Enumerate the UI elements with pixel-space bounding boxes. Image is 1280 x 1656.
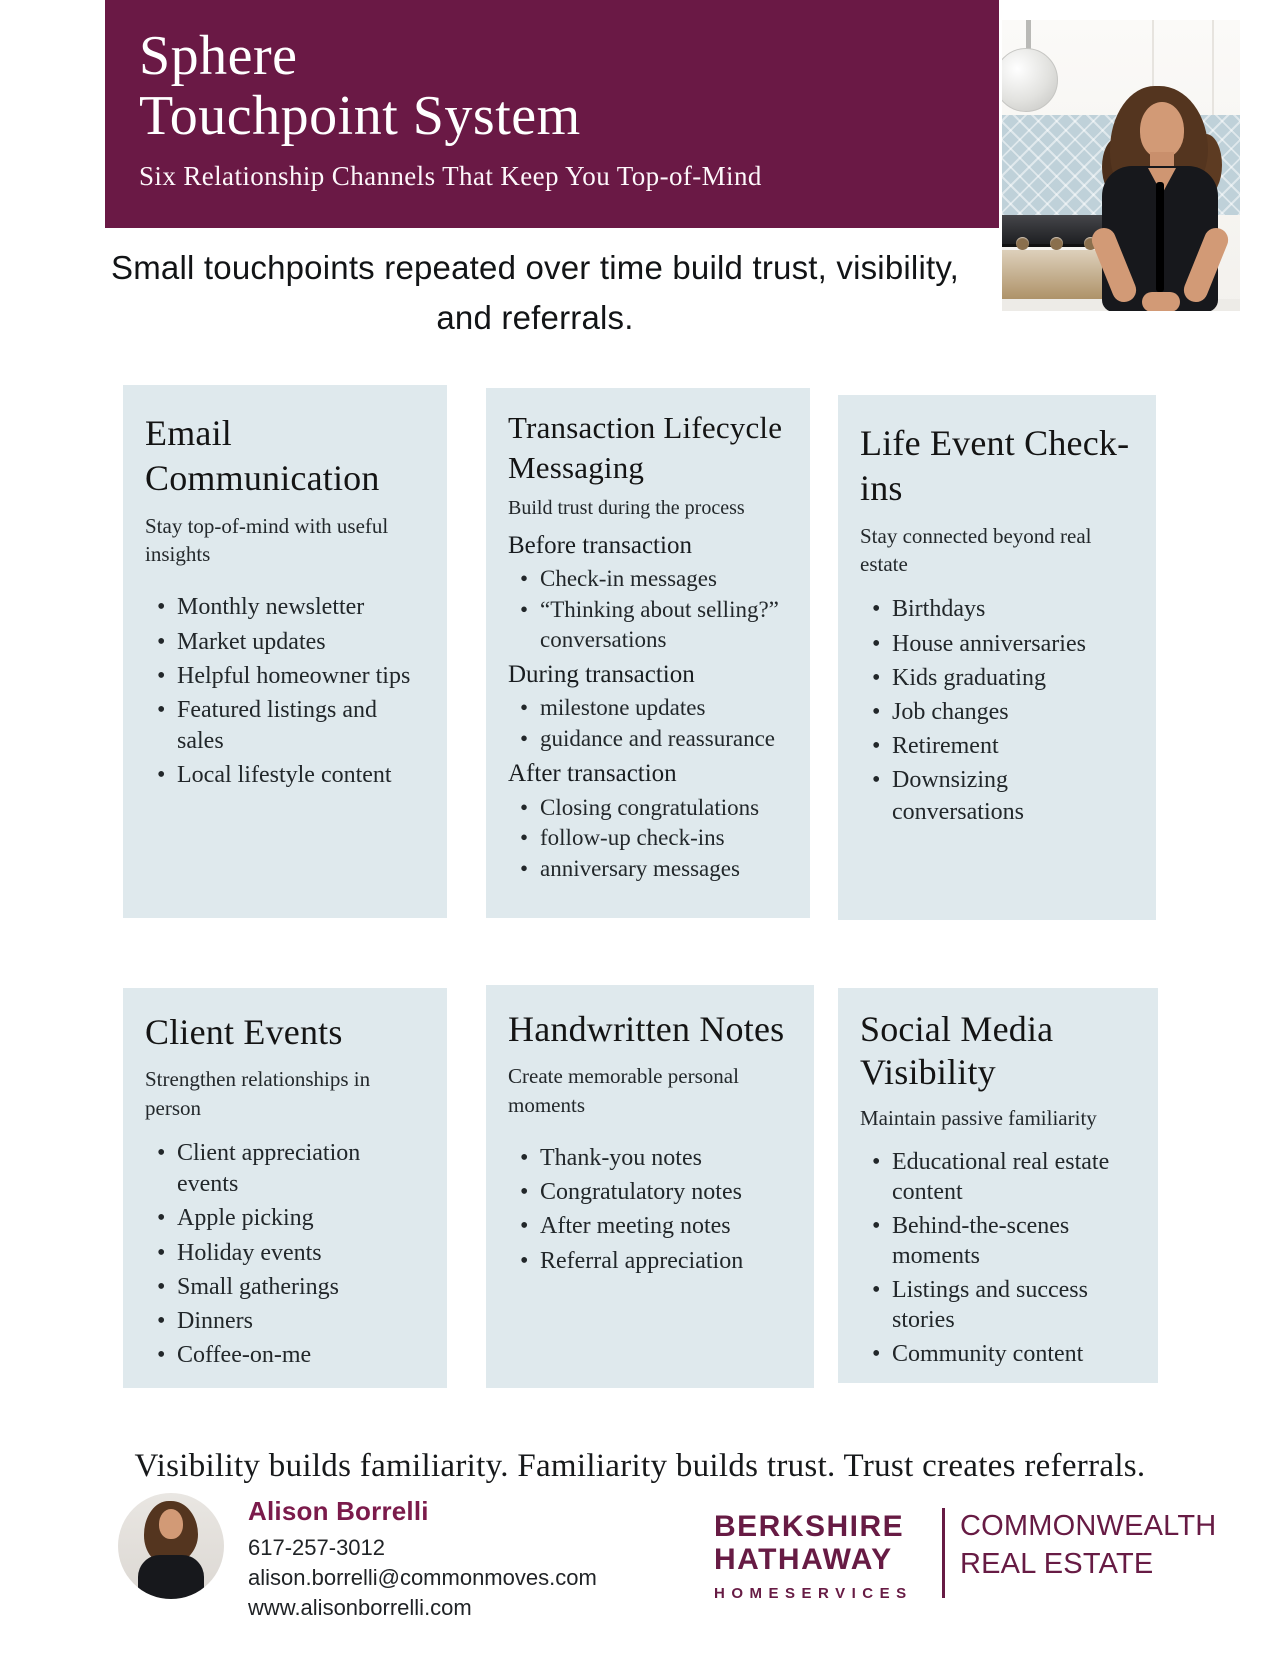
card-life-event-checkins xyxy=(838,395,1156,920)
bullet-text: Closing congratulations xyxy=(540,794,760,820)
bullet-dot: • xyxy=(157,762,166,789)
bullet-text: “Thinking about selling?” conversations xyxy=(540,596,779,652)
face xyxy=(1140,102,1184,158)
brand-right-block xyxy=(960,1512,1216,1581)
card-subtitle: Stay connected beyond real estate xyxy=(860,523,1092,577)
bullet-list xyxy=(145,592,425,791)
page-subtitle: Six Relationship Channels That Keep You Top-of-Mind xyxy=(139,160,762,191)
bullet-list xyxy=(145,1138,425,1371)
bullet-dot: • xyxy=(157,662,166,689)
card-title: Handwritten Notes xyxy=(508,1009,785,1049)
bullet-item xyxy=(508,823,788,853)
contact-email: alison.borrelli@commonmoves.com xyxy=(248,1564,597,1590)
bullet-list xyxy=(508,1143,792,1277)
card-handwritten-notes xyxy=(486,985,814,1388)
card-client-events xyxy=(123,988,447,1388)
bullet-dot: • xyxy=(520,566,529,592)
bullet-text: Birthdays xyxy=(892,596,986,623)
bullet-dot: • xyxy=(520,695,529,721)
bullet-list xyxy=(860,1147,1136,1369)
bullet-item xyxy=(145,661,425,692)
bullet-text: Helpful homeowner tips xyxy=(177,662,411,689)
bullet-item xyxy=(860,663,1134,694)
card-subtitle: Build trust during the process xyxy=(508,496,745,519)
bullet-item xyxy=(508,793,788,823)
bullet-text: Community content xyxy=(892,1340,1084,1367)
bullet-item xyxy=(145,1203,425,1234)
bullet-dot: • xyxy=(872,698,881,725)
bullet-item xyxy=(508,724,788,754)
card-subtitle: Maintain passive familiarity xyxy=(860,1106,1097,1131)
bullet-dot: • xyxy=(872,630,881,657)
intro-text: Small touchpoints repeated over time build trust, visibility, and referrals. xyxy=(111,249,959,336)
bullet-dot: • xyxy=(520,596,529,622)
agent-photo xyxy=(1002,20,1240,311)
bullet-text: Congratulatory notes xyxy=(540,1179,742,1206)
bullet-dot: • xyxy=(872,1148,881,1175)
blouse-tie xyxy=(1156,182,1164,292)
bullet-dot: • xyxy=(520,856,529,882)
section-label: After transaction xyxy=(508,760,677,788)
brand-divider xyxy=(942,1508,945,1598)
bullet-item xyxy=(145,760,425,791)
brand-left-block xyxy=(714,1510,939,1602)
bullet-dot: • xyxy=(157,1140,166,1167)
bullet-text: Client appreciation events xyxy=(177,1140,361,1198)
bullet-dot: • xyxy=(872,733,881,760)
bullet-item xyxy=(508,693,788,723)
bullet-dot: • xyxy=(520,794,529,820)
bullet-item xyxy=(860,594,1134,625)
bullet-item xyxy=(508,1246,792,1277)
bullet-dot: • xyxy=(157,1239,166,1266)
bullet-item xyxy=(860,765,1134,827)
bullet-text: Downsizing conversations xyxy=(892,767,1024,825)
bullet-item xyxy=(860,731,1134,762)
card-subtitle: Create memorable personal moments xyxy=(508,1064,739,1117)
bullet-text: Referral appreciation xyxy=(540,1247,744,1274)
bullet-item xyxy=(145,1306,425,1337)
bullet-text: Monthly newsletter xyxy=(177,594,365,621)
bullet-text: Small gatherings xyxy=(177,1273,339,1300)
contact-website: www.alisonborrelli.com xyxy=(248,1594,472,1620)
bullet-item xyxy=(860,697,1134,728)
bullet-text: Educational real estate content xyxy=(892,1148,1110,1206)
brand-hathaway: HATHAWAY xyxy=(714,1543,893,1576)
bullet-item xyxy=(508,1177,792,1208)
bullet-list xyxy=(508,530,788,885)
bullet-text: Apple picking xyxy=(177,1205,314,1232)
bullet-dot: • xyxy=(157,1307,166,1334)
bullet-text: Local lifestyle content xyxy=(177,762,392,789)
bullet-dot: • xyxy=(872,767,881,794)
bullet-text: Coffee-on-me xyxy=(177,1342,312,1369)
header-banner xyxy=(105,0,999,228)
bullet-dot: • xyxy=(872,596,881,623)
brand-logo xyxy=(714,1508,1217,1602)
bullet-text: Market updates xyxy=(177,628,326,655)
bullet-dot: • xyxy=(157,1205,166,1232)
bullet-dot: • xyxy=(157,696,166,723)
bullet-item xyxy=(508,564,788,594)
bullet-text: Dinners xyxy=(177,1307,253,1334)
card-title: Life Event Check-ins xyxy=(860,423,1130,509)
bullet-dot: • xyxy=(520,1247,529,1274)
bullet-item xyxy=(145,592,425,623)
card-subtitle: Strengthen relationships in person xyxy=(145,1067,371,1120)
bullet-dot: • xyxy=(520,726,529,752)
section-label: Before transaction xyxy=(508,531,692,559)
avatar-blouse xyxy=(138,1555,204,1599)
bullet-item xyxy=(860,1211,1136,1272)
bullet-item xyxy=(860,1147,1136,1208)
card-title: Transaction Lifecycle Messaging xyxy=(508,410,783,486)
bullet-item xyxy=(508,1211,792,1242)
bullet-dot: • xyxy=(872,664,881,691)
card-subtitle: Stay top-of-mind with useful insights xyxy=(145,513,389,567)
bullet-text: milestone updates xyxy=(540,695,706,721)
card-transaction-lifecycle xyxy=(486,388,810,918)
range-knob xyxy=(1050,237,1063,250)
bullet-item xyxy=(860,1275,1136,1336)
brand-berkshire: BERKSHIRE xyxy=(714,1510,905,1543)
bullet-text: anniversary messages xyxy=(540,856,740,882)
bullet-dot: • xyxy=(157,1342,166,1369)
bullet-dot: • xyxy=(520,1145,529,1172)
bullet-item xyxy=(508,854,788,884)
bullet-item xyxy=(508,595,788,655)
card-title: Email Communication xyxy=(145,413,380,499)
card-title: Social Media Visibility xyxy=(860,1009,1054,1093)
page-title-line2: Touchpoint System xyxy=(139,85,581,148)
bullet-item xyxy=(860,629,1134,660)
agent-avatar xyxy=(118,1493,224,1599)
bullet-text: Job changes xyxy=(892,698,1009,725)
bullet-text: Retirement xyxy=(892,733,999,760)
bullet-item xyxy=(860,1339,1136,1369)
agent-figure xyxy=(1084,86,1236,311)
bullet-text: Featured listings and sales xyxy=(177,696,377,755)
brand-homeservices: HOMESERVICES xyxy=(714,1585,913,1602)
contact-phone: 617-257-3012 xyxy=(248,1535,386,1560)
bullet-text: Listings and success stories xyxy=(892,1276,1088,1334)
bullet-dot: • xyxy=(520,825,529,851)
bullet-text: guidance and reassurance xyxy=(540,726,775,752)
bullet-item xyxy=(508,1143,792,1174)
bullet-item xyxy=(145,1238,425,1269)
bullet-item xyxy=(145,695,425,757)
bullet-text: Kids graduating xyxy=(892,664,1046,691)
bullet-dot: • xyxy=(872,1340,881,1367)
bullet-text: House anniversaries xyxy=(892,630,1086,657)
bullet-text: Behind-the-scenes moments xyxy=(892,1212,1070,1270)
bullet-list xyxy=(860,594,1134,827)
bullet-dot: • xyxy=(520,1179,529,1206)
card-title: Client Events xyxy=(145,1012,343,1052)
bullet-item xyxy=(145,1138,425,1200)
contact-name: Alison Borrelli xyxy=(248,1496,429,1526)
closing-quote: Visibility builds familiarity. Familiarity builds trust. Trust creates referrals. xyxy=(134,1448,1146,1484)
page-title-line1: Sphere xyxy=(139,25,298,87)
avatar-face xyxy=(159,1509,183,1539)
bullet-text: follow-up check-ins xyxy=(540,825,725,851)
bullet-item xyxy=(145,627,425,658)
card-email-communication xyxy=(123,385,447,918)
bullet-text: After meeting notes xyxy=(540,1213,731,1240)
hands xyxy=(1142,292,1180,311)
range-knob xyxy=(1016,237,1029,250)
bullet-dot: • xyxy=(157,628,166,655)
bullet-text: Thank-you notes xyxy=(540,1145,702,1172)
brand-real-estate: REAL ESTATE xyxy=(960,1548,1154,1580)
bullet-text: Check-in messages xyxy=(540,566,717,592)
pendant-light xyxy=(1002,48,1058,112)
section-label: During transaction xyxy=(508,660,695,688)
bullet-dot: • xyxy=(872,1276,881,1303)
bullet-text: Holiday events xyxy=(177,1239,322,1266)
bullet-dot: • xyxy=(157,1273,166,1300)
page-title xyxy=(139,26,963,147)
bullet-item xyxy=(145,1340,425,1371)
bullet-dot: • xyxy=(520,1213,529,1240)
bullet-item xyxy=(145,1272,425,1303)
brand-commonwealth: COMMONWEALTH xyxy=(960,1510,1217,1542)
bullet-dot: • xyxy=(872,1212,881,1239)
card-social-media-visibility xyxy=(838,988,1158,1383)
bullet-dot: • xyxy=(157,594,166,621)
contact-block xyxy=(248,1496,597,1623)
